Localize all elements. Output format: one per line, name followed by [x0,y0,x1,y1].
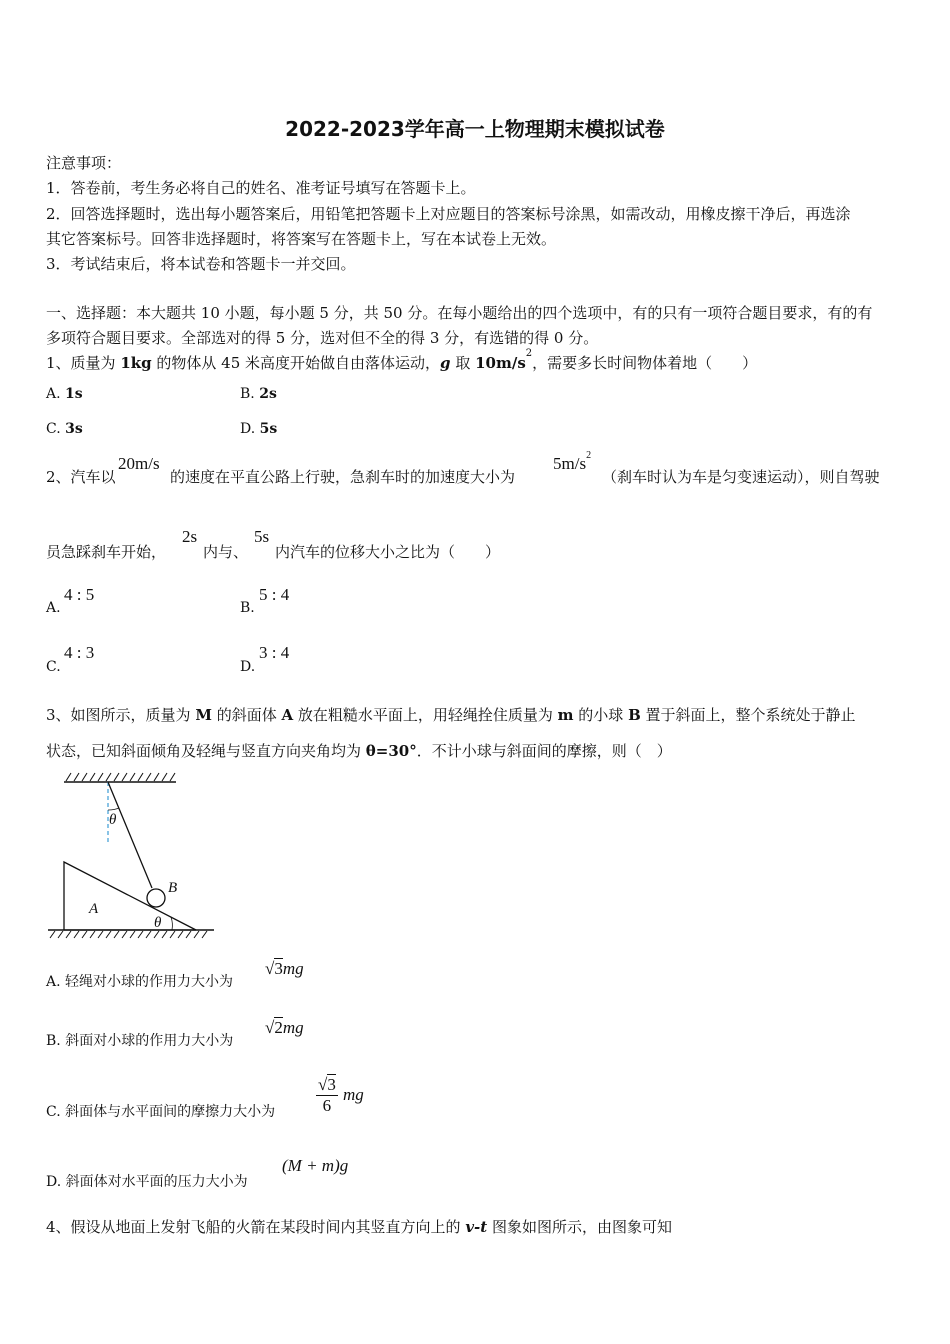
q3-option-b[interactable]: B. 斜面对小球的作用力大小为 [46,1033,234,1049]
q2-text-5: 内与、 [203,543,249,561]
theta-label-top: θ [109,812,117,828]
q2-velocity: 20m/s [118,454,160,473]
q1-option-b[interactable]: B. 2s [240,386,277,402]
q3-option-c-math: $\frac{√3}{6}$ mg [318,1075,364,1115]
q2-time-1: 2s [182,527,198,546]
q2-option-b-label[interactable]: B. [240,600,255,616]
notice-item-3: 3．考试结束后，将本试卷和答题卡一并交回。 [46,255,356,273]
page-title: 2022-2023学年高一上物理期末模拟试卷 [285,117,665,141]
q2-text-6: 内汽车的位移大小之比为（ ） [275,543,501,561]
q3-option-c[interactable]: C. 斜面体与水平面间的摩擦力大小为 [46,1104,276,1120]
q2-text-3: （刹车时认为车是匀变速运动），则自驾驶 [602,468,880,486]
section-line-2: 多项符合题目要求。全部选对的得 5 分，选对但不全的得 3 分，有选错的得 0 分。 [46,329,599,347]
notice-item-1: 1．答卷前，考生务必将自己的姓名、准考证号填写在答题卡上。 [46,179,476,197]
q2-text-2: 的速度在平直公路上行驶，急刹车时的加速度大小为 [170,468,516,486]
q2-option-c-label[interactable]: C. [46,659,61,675]
incline-figure [44,770,219,940]
q3-option-d-math: (M + m)g [282,1156,349,1175]
question-4: 4、假设从地面上发射飞船的火箭在某段时间内其竖直方向上的 v-t 图象如图所示，由图象可知 [46,1218,672,1236]
question-1: 1、质量为 1kg 的物体从 45 米高度开始做自由落体运动，g 取 $10m/s^2$，需要多长时间物体着地（ ） [46,348,758,372]
q2-option-d-label[interactable]: D. [240,659,256,675]
q2-time-2: 5s [254,527,270,546]
q2-option-c-value: 4 : 3 [64,643,95,662]
q3-option-b-math: √2mg [265,1018,304,1037]
q2-option-d-value: 3 : 4 [259,643,290,662]
incline-label: A [89,901,99,917]
theta-label-base: θ [154,915,162,931]
notice-item-2: 2．回答选择题时，选出每小题答案后，用铅笔把答题卡上对应题目的答案标号涂黑，如需改动，用橡皮擦干净后，再选涂 [46,205,851,223]
q3-option-a[interactable]: A. 轻绳对小球的作用力大小为 [46,974,234,990]
q2-option-b-value: 5 : 4 [259,585,290,604]
q1-option-c[interactable]: C. 3s [46,421,83,437]
notice-heading: 注意事项： [46,154,122,172]
q1-option-a[interactable]: A. 1s [46,386,83,402]
section-line-1: 一、选择题：本大题共 10 小题，每小题 5 分，共 50 分。在每小题给出的四个选项中，有的只有一项符合题目要求，有的有 [46,304,873,322]
q2-acceleration: $5m/s^2$ [553,450,592,473]
q3-line-1: 3、如图所示，质量为 M 的斜面体 A 放在粗糙水平面上，用轻绳拴住质量为 m 的小球 B 置于斜面上，整个系统处于静止 [46,706,856,724]
q3-option-d[interactable]: D. 斜面体对水平面的压力大小为 [46,1174,248,1190]
notice-item-2-cont: 其它答案标号。回答非选择题时，将答案写在答题卡上，写在本试卷上无效。 [46,230,557,248]
q2-text-4: 员急踩刹车开始， [46,543,167,561]
q2-option-a-value: 4 : 5 [64,585,95,604]
ball-label: B [168,880,178,896]
q3-option-a-math: √3mg [265,959,304,978]
q2-option-a-label[interactable]: A. [46,600,61,616]
q1-option-d[interactable]: D. 5s [240,421,278,437]
q3-line-2: 状态，已知斜面倾角及轻绳与竖直方向夹角均为 θ=30°．不计小球与斜面间的摩擦，则（ ） [46,742,672,760]
q2-text-1: 2、汽车以 [46,468,116,486]
